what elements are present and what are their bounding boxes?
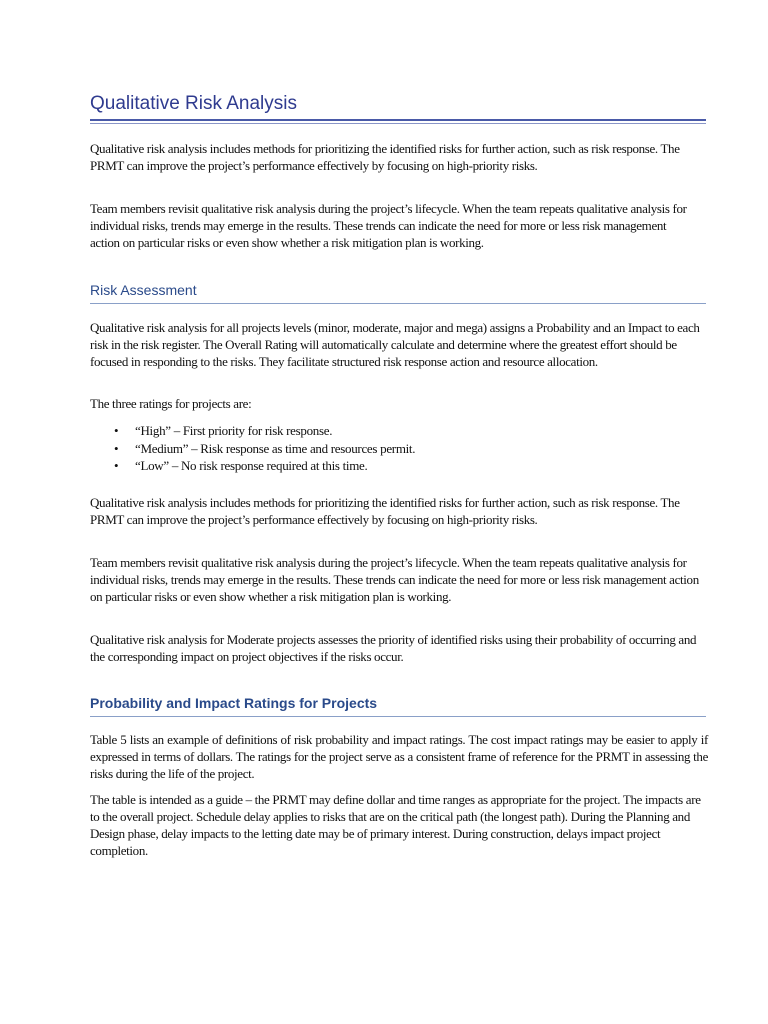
ratings-list [90,422,690,475]
intro-paragraph-2: Team members revisit qualitative risk analysis during the project’s lifecycle. When the team repeats qualitative analysis for individual risks, trends may emerge in the results. These trends can indicate the need for more or less risk management action on particular risks or even show whether a risk mitigation plan is working. [90,201,687,250]
risk-assessment-rule [90,303,706,304]
risk-assessment-paragraph-5: Qualitative risk analysis for Moderate projects assesses the priority of identified risks using their probability of occurring and the corresponding impact on project objectives if the risks occur. [90,632,697,664]
probability-impact-rule [90,716,706,717]
probability-impact-paragraph-1: Table 5 lists an example of definitions of risk probability and impact ratings. The cost impact ratings may be easier to apply if expressed in terms of dollars. The ratings for the project serve as a consistent frame of reference for the PRMT in assessing the risks during the life of the project. [90,732,708,781]
page-title: Qualitative Risk Analysis [90,93,297,114]
list-item-text: “Medium” – Risk response as time and resources permit. [135,440,416,456]
list-item [90,440,690,458]
list-item [90,457,690,475]
ratings-intro: The three ratings for projects are: [90,396,252,411]
probability-impact-heading: Probability and Impact Ratings for Projects [90,695,378,711]
title-rule [90,119,706,124]
list-item-text: “High” – First priority for risk response. [135,423,333,438]
list-item [90,422,690,440]
list-item-text: “Low” – No risk response required at this time. [135,458,368,473]
bullet-icon: • [114,440,119,456]
bullet-icon: • [114,458,119,473]
probability-impact-paragraph-2: The table is intended as a guide – the PRMT may define dollar and time ranges as appropriate for the project. The impacts are to the overall project. Schedule delay applies to risks that are on the critical path (the longest path). During the Planning and Design phase, delay impacts to the letting date may be of primary interest. During construction, delays impact project completion. [90,792,701,858]
risk-assessment-paragraph-4: Team members revisit qualitative risk analysis during the project’s lifecycle. When the team repeats qualitative analysis for individual risks, trends may emerge in the results. These trends can indicate the need for more or less risk management action on particular risks or even show whether a risk mitigation plan is working. [90,555,699,604]
bullet-icon: • [114,423,119,438]
intro-paragraph-1: Qualitative risk analysis includes methods for prioritizing the identified risks for further action, such as risk response. The PRMT can improve the project’s performance effectively by focusing on high-priority risks. [90,141,680,173]
risk-assessment-paragraph-3: Qualitative risk analysis includes methods for prioritizing the identified risks for further action, such as risk response. The PRMT can improve the project’s performance effectively by focusing on high-priority risks. [90,495,680,527]
risk-assessment-heading: Risk Assessment [90,282,197,298]
risk-assessment-paragraph-1: Qualitative risk analysis for all projects levels (minor, moderate, major and mega) assigns a Probability and an Impact to each risk in the risk register. The Overall Rating will automatically calculate and determine where the greatest effort should be focused in responding to the risks. They facilitate structured risk response action and resource allocation. [90,320,700,369]
